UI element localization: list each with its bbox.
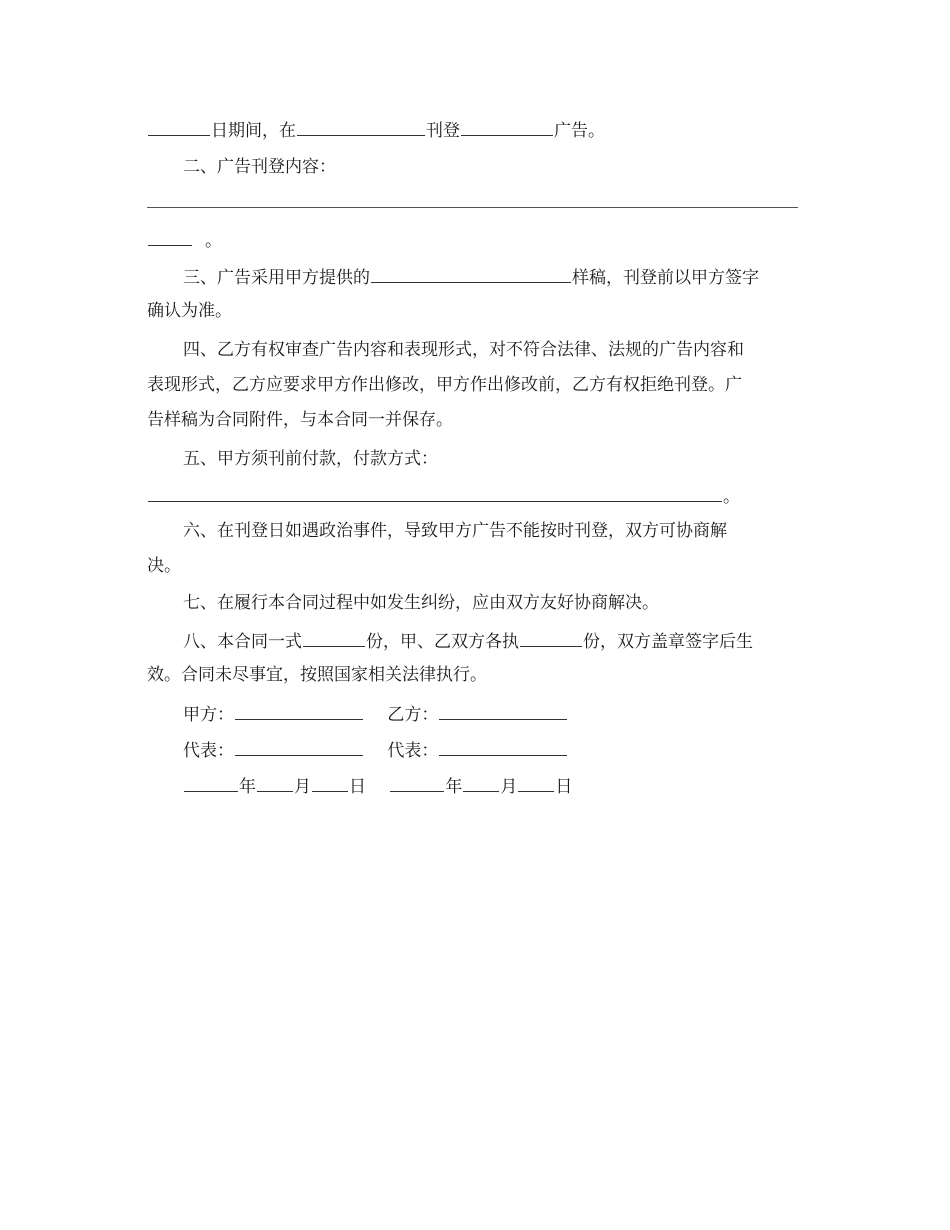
text: 八、本合同一式: [183, 632, 302, 652]
section-3-line-1: [183, 265, 843, 290]
section-2-heading: 二、广告刊登内容：: [183, 157, 336, 177]
section-5-heading: 五、甲方须刊前付款，付款方式：: [183, 449, 438, 469]
text: 刊登: [426, 121, 460, 141]
section-6-line-2: 决。: [147, 556, 181, 576]
section-4-line-1: 四、乙方有权审查广告内容和表现形式，对不符合法律、法规的广告内容和: [183, 340, 744, 360]
month-label: 月: [500, 777, 518, 797]
signature-date-row: [183, 774, 572, 799]
blank-field[interactable]: [297, 118, 425, 136]
party-b-label: 乙方：: [387, 705, 439, 725]
section-8-line-2: 效。合同未尽事宜，按照国家相关法律执行。: [147, 665, 487, 685]
party-a-label: 甲方：: [183, 705, 234, 725]
text: 份，双方盖章签字后生: [583, 632, 753, 652]
text: 份，甲、乙双方各执: [366, 632, 519, 652]
text: 。: [205, 231, 222, 251]
blank-field[interactable]: [148, 228, 192, 246]
blank-field[interactable]: [148, 118, 210, 136]
party-a-field[interactable]: [235, 702, 363, 720]
rep-b-field[interactable]: [439, 738, 567, 756]
section-4-line-2: 表现形式，乙方应要求甲方作出修改，甲方作出修改前，乙方有权拒绝刊登。广: [147, 375, 742, 395]
text: 广告。: [554, 121, 605, 141]
section-8-line-1: [183, 629, 843, 654]
text: 样稿，刊登前以甲方签字: [572, 268, 759, 288]
section-4-line-3: 告样稿为合同附件，与本合同一并保存。: [147, 410, 453, 430]
party-signature-row: [183, 702, 568, 727]
month-field[interactable]: [463, 774, 499, 792]
section-7-line-1: 七、在履行本合同过程中如发生纠纷，应由双方友好协商解决。: [183, 593, 659, 613]
content-blank-line[interactable]: [147, 207, 798, 208]
day-label: 日: [349, 777, 366, 797]
text: 。: [723, 487, 740, 507]
month-field[interactable]: [257, 774, 293, 792]
year-label: 年: [445, 777, 463, 797]
year-field[interactable]: [184, 774, 238, 792]
day-field[interactable]: [518, 774, 554, 792]
day-field[interactable]: [312, 774, 348, 792]
representative-row: [183, 738, 568, 763]
text: 日期间，在: [211, 121, 296, 141]
rep-a-field[interactable]: [235, 738, 363, 756]
payment-blank-line: [147, 484, 807, 509]
blank-field[interactable]: [148, 484, 722, 502]
month-label: 月: [294, 777, 311, 797]
blank-field[interactable]: [303, 629, 365, 647]
rep-b-label: 代表：: [387, 741, 439, 761]
year-field[interactable]: [390, 774, 444, 792]
blank-field[interactable]: [520, 629, 582, 647]
blank-field[interactable]: [461, 118, 553, 136]
rep-a-label: 代表：: [183, 741, 234, 761]
year-label: 年: [239, 777, 256, 797]
content-blank-line-end: [147, 228, 807, 253]
text: 三、广告采用甲方提供的: [183, 268, 370, 288]
section-3-line-2: 确认为准。: [147, 301, 232, 321]
party-b-field[interactable]: [439, 702, 567, 720]
section-6-line-1: 六、在刊登日如遇政治事件，导致甲方广告不能按时刊登，双方可协商解: [183, 521, 727, 541]
day-label: 日: [555, 777, 573, 797]
blank-field[interactable]: [371, 265, 571, 283]
date-period-line: [147, 118, 807, 143]
